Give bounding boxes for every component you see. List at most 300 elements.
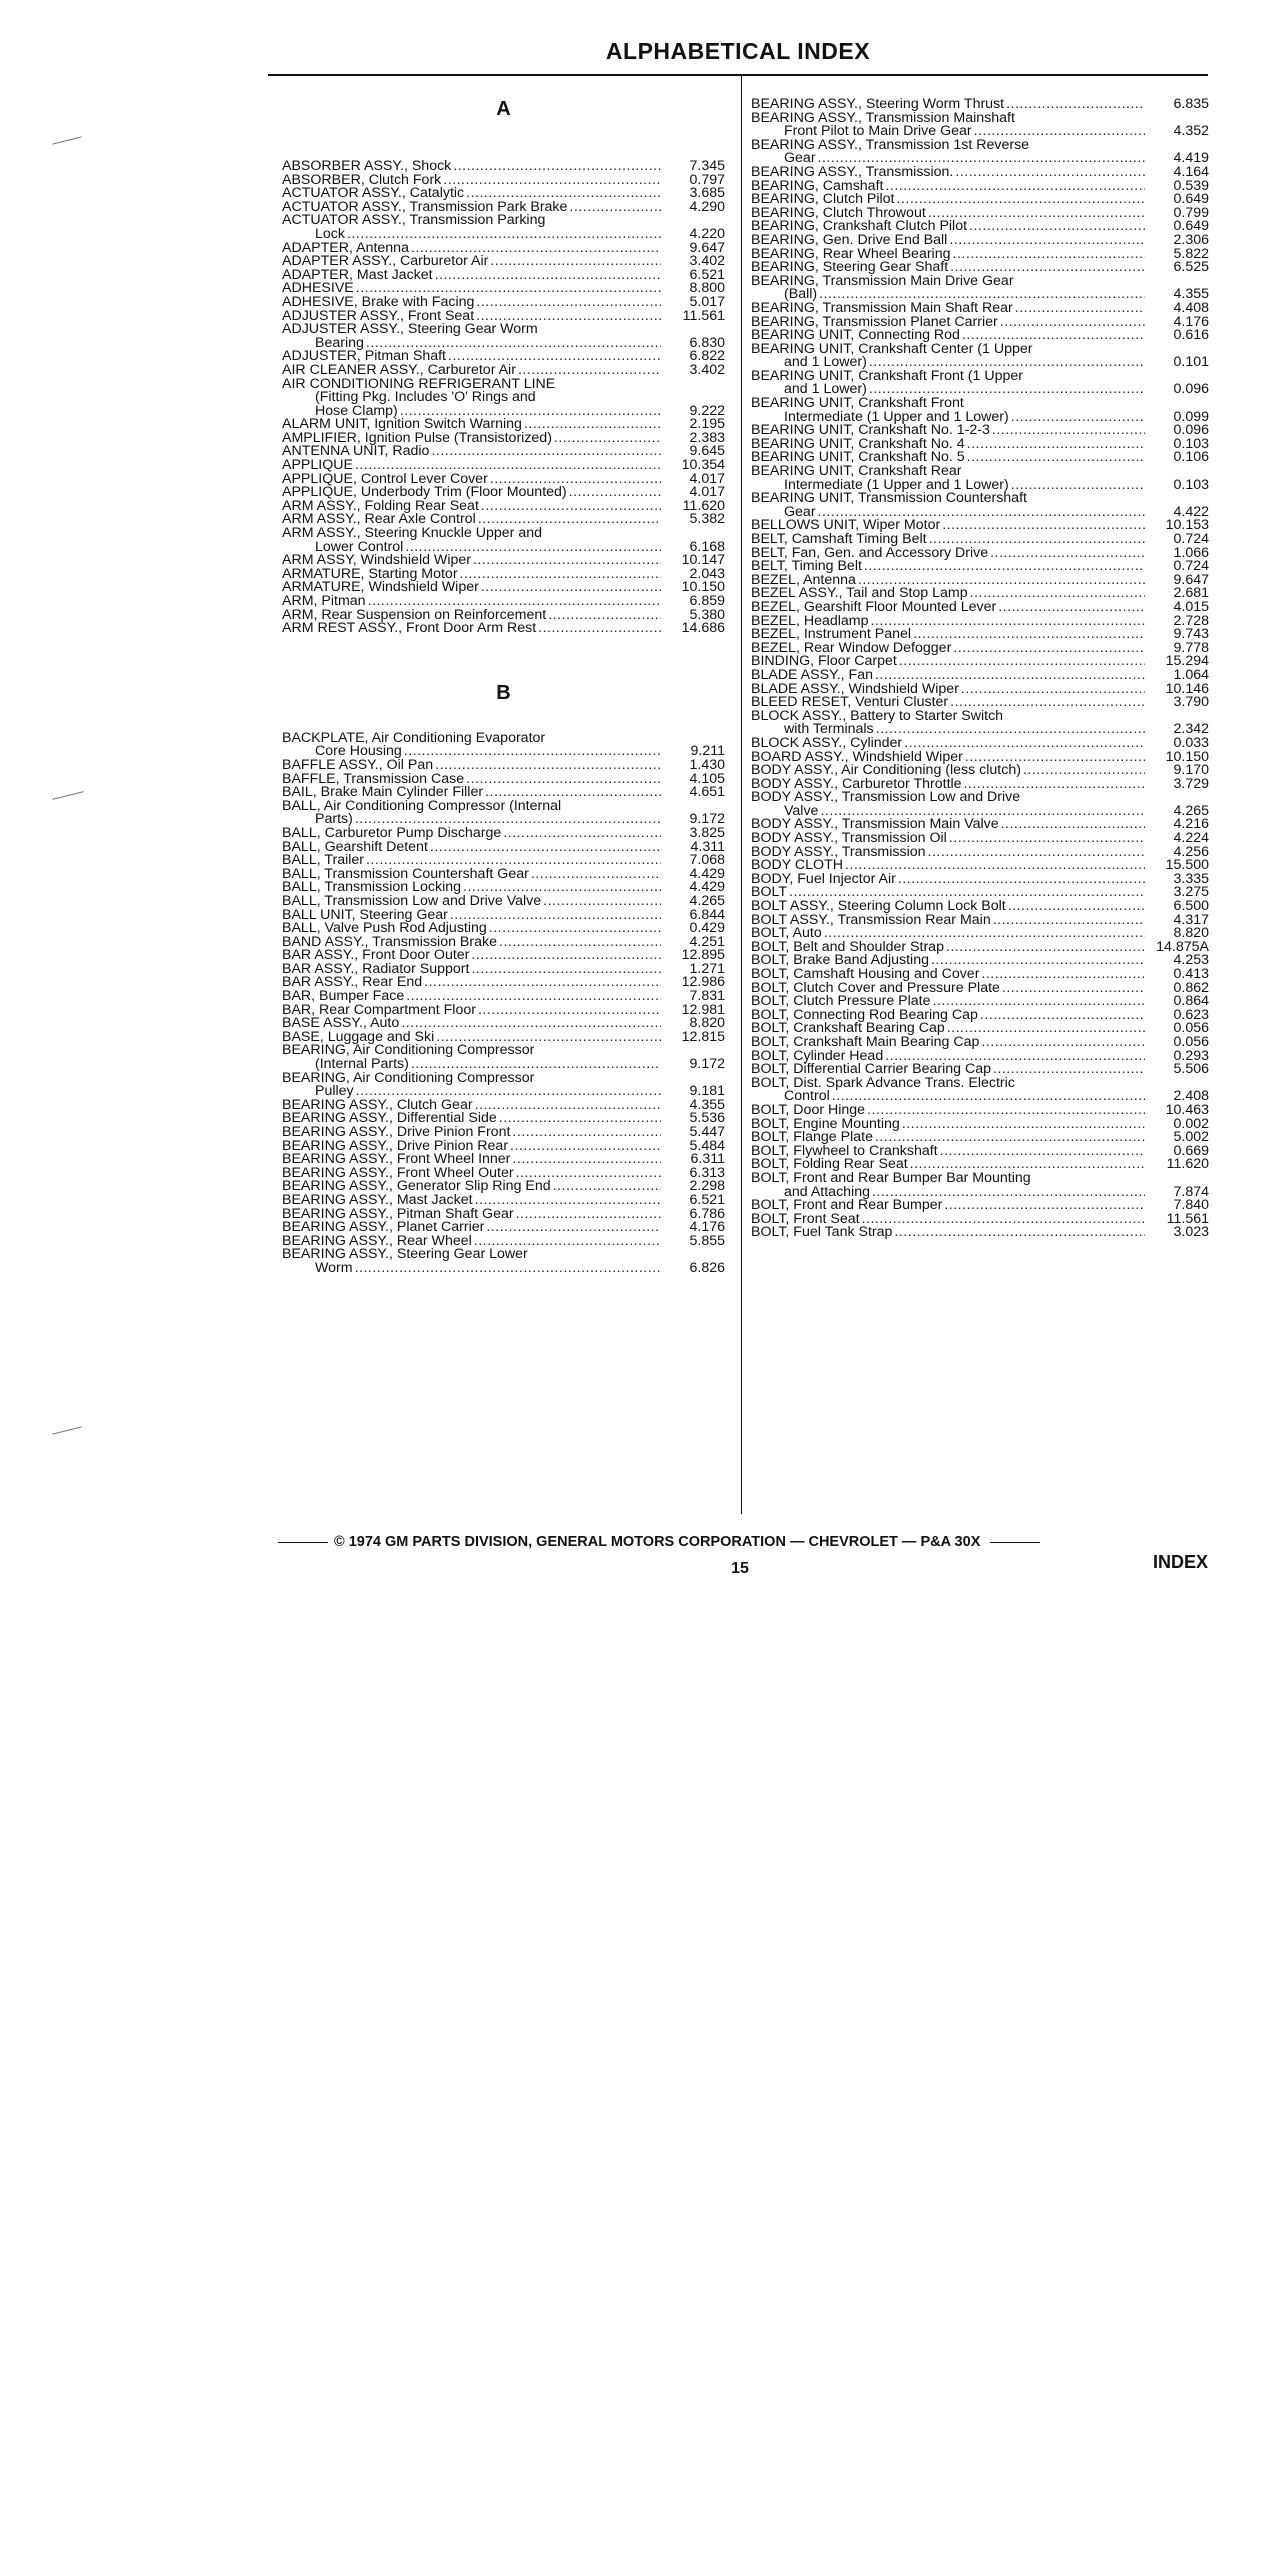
footer [278, 1534, 1208, 1550]
index-entry [751, 465, 1209, 492]
entry-reference-number: 7.831 [689, 988, 725, 1005]
entry-reference-number: 4.017 [689, 484, 725, 501]
entry-text: BAR, Bumper Face [282, 988, 405, 1005]
entry-line [751, 1226, 1209, 1240]
dot-leader [471, 963, 661, 977]
entry-reference-number: 7.874 [1173, 1183, 1209, 1200]
entry-reference-number: 4.216 [1173, 816, 1209, 833]
entry-reference-number: 4.176 [689, 1219, 725, 1236]
entry-reference-number: 4.429 [689, 879, 725, 896]
entry-reference-number: 5.447 [689, 1124, 725, 1140]
entry-text: BEARING ASSY., Front Wheel Outer [282, 1164, 514, 1181]
entry-text: BOLT, Brake Band Adjusting [751, 952, 929, 969]
dot-leader [993, 1063, 1145, 1077]
entry-reference-number: 0.724 [1173, 531, 1209, 547]
entry-reference-number: 12.986 [681, 974, 725, 991]
index-entry [751, 707, 1209, 738]
index-entry [751, 1169, 1209, 1200]
entry-reference-number: 11.620 [682, 497, 725, 514]
index-entry [751, 109, 1209, 140]
entry-reference-number: 14.686 [681, 620, 725, 637]
entry-text: BEARING, Crankshaft Clutch Pilot [751, 218, 968, 235]
entry-text: BAR ASSY., Rear End [282, 974, 423, 991]
entry-reference-number: 4.290 [689, 198, 725, 215]
entry-text: BEARING UNIT, Connecting Rod [751, 327, 960, 344]
entry-text: BOLT, Dist. Spark Advance Trans. Electric [751, 1074, 1015, 1091]
entry-reference-number: 5.484 [689, 1137, 725, 1154]
entry-text: ACTUATOR ASSY., Transmission Park Brake [282, 198, 568, 215]
entry-reference-number: 4.164 [1173, 163, 1209, 180]
entry-text: and 1 Lower) [784, 381, 867, 398]
entry-reference-number: 6.826 [689, 1259, 725, 1276]
entry-text: BEARING, Air Conditioning Compressor [282, 1069, 535, 1086]
entry-text: BOLT, Front and Rear Bumper Bar Mounting [751, 1169, 1031, 1186]
index-list-b [282, 729, 725, 1276]
entry-text: APPLIQUE, Underbody Trim (Floor Mounted) [282, 484, 567, 501]
entry-reference-number: 0.056 [1173, 1020, 1209, 1037]
entry-text: ARM ASSY., Rear Axle Control [282, 511, 476, 528]
entry-text: BEZEL, Headlamp [751, 612, 869, 629]
entry-reference-number: 5.822 [1173, 245, 1209, 262]
copyright-notice: © 1974 GM PARTS DIVISION, GENERAL MOTORS CORPORATION — CHEVROLET — P&A 30X [334, 1534, 981, 1550]
dot-leader [499, 936, 661, 950]
entry-text: BODY ASSY., Transmission Oil [751, 830, 947, 847]
entry-reference-number: 9.172 [689, 1056, 725, 1073]
page-number: 15 [731, 1560, 749, 1577]
entry-text: BEZEL, Gearshift Floor Mounted Lever [751, 598, 997, 615]
entry-text: BEARING ASSY., Transmission. [751, 163, 954, 180]
entry-text: BALL, Gearshift Detent [282, 838, 428, 855]
entry-text: AIR CLEANER ASSY., Carburetor Air [282, 361, 516, 378]
dot-leader [460, 568, 661, 582]
dot-leader [476, 296, 661, 310]
dot-leader [471, 949, 661, 963]
entry-text: BODY ASSY., Transmission [751, 843, 926, 860]
entry-text: ARM REST ASSY., Front Door Arm Rest [282, 620, 537, 637]
entry-text: BEARING UNIT, Crankshaft No. 1-2-3 [751, 422, 990, 439]
dot-leader [554, 432, 661, 446]
entry-text: ANTENNA UNIT, Radio [282, 443, 430, 460]
entry-reference-number: 9.170 [1173, 762, 1209, 779]
dot-leader [885, 180, 1145, 194]
entry-reference-number: 15.294 [1165, 653, 1209, 670]
entry-reference-number: 0.056 [1173, 1033, 1209, 1050]
entry-text: BOARD ASSY., Windshield Wiper [751, 748, 963, 765]
entry-text: Worm [315, 1259, 353, 1276]
dot-leader [481, 500, 661, 514]
entry-text: BOLT, Crankshaft Main Bearing Cap [751, 1033, 980, 1050]
entry-reference-number: 3.335 [1173, 870, 1209, 887]
entry-reference-number: 0.862 [1173, 979, 1209, 996]
entry-reference-number: 1.430 [689, 756, 725, 773]
entry-text: BALL, Transmission Countershaft Gear [282, 865, 529, 882]
entry-text: BOLT, Crankshaft Bearing Cap [751, 1020, 945, 1037]
dot-leader [355, 1262, 661, 1276]
entry-text: BODY, Fuel Injector Air [751, 870, 896, 887]
entry-text: APPLIQUE [282, 457, 353, 474]
entry-reference-number: 0.669 [1173, 1142, 1209, 1159]
dot-leader [553, 1180, 661, 1194]
entry-text: AIR CONDITIONING REFRIGERANT LINE [282, 375, 556, 392]
dot-leader [430, 841, 661, 855]
entry-text: BOLT, Clutch Pressure Plate [751, 993, 931, 1010]
column-divider [741, 74, 742, 1514]
entry-text: BOLT, Folding Rear Seat [751, 1156, 908, 1173]
entry-text: BOLT, Belt and Shoulder Strap [751, 938, 944, 955]
entry-reference-number: 0.099 [1173, 408, 1209, 425]
entry-text: BOLT, Flange Plate [751, 1129, 873, 1146]
index-entry [282, 797, 725, 828]
entry-text: BOLT, Flywheel to Crankshaft [751, 1142, 938, 1159]
entry-text: BOLT, Front Seat [751, 1210, 860, 1227]
entry-line [282, 622, 725, 636]
dot-leader [481, 581, 661, 595]
entry-text: BLADE ASSY., Fan [751, 666, 873, 683]
entry-text: BODY CLOTH [751, 857, 843, 874]
entry-text: BACKPLATE, Air Conditioning Evaporator [282, 729, 546, 746]
entry-line [751, 492, 1209, 506]
entry-reference-number: 0.797 [689, 171, 725, 188]
entry-reference-number: 0.103 [1173, 435, 1209, 452]
entry-text: BEARING UNIT, Crankshaft Front [751, 395, 964, 412]
entry-text: BEARING, Air Conditioning Compressor [282, 1042, 535, 1059]
dot-leader [443, 174, 661, 188]
entry-continuation-line [282, 1259, 725, 1276]
dot-leader [981, 1036, 1145, 1050]
entry-text: BLOCK ASSY., Battery to Starter Switch [751, 707, 1004, 724]
dot-leader [949, 832, 1145, 846]
dot-leader [543, 895, 661, 909]
dot-leader [435, 269, 661, 283]
entry-reference-number: 4.355 [1173, 286, 1209, 303]
entry-reference-number: 6.859 [689, 593, 725, 609]
entry-text: BEARING ASSY., Clutch Gear [282, 1096, 473, 1113]
entry-text: and Attaching [784, 1183, 870, 1200]
entry-reference-number: 5.536 [689, 1110, 725, 1127]
dot-leader [499, 1112, 661, 1126]
entry-reference-number: 4.352 [1173, 123, 1209, 140]
left-column [282, 96, 725, 1276]
dot-leader [864, 560, 1145, 574]
entry-reference-number: 10.153 [1165, 517, 1209, 534]
dot-leader [928, 846, 1145, 860]
entry-text: ADHESIVE [282, 280, 354, 297]
entry-text: BASE ASSY., Auto [282, 1015, 400, 1032]
index-entry [751, 870, 1209, 887]
entry-reference-number: 8.820 [1173, 925, 1209, 942]
entry-text: Bearing [315, 334, 364, 351]
entry-text: ADJUSTER ASSY., Steering Gear Worm [282, 321, 538, 338]
entry-reference-number: 4.651 [689, 784, 725, 801]
entry-reference-number: 10.354 [681, 457, 725, 474]
entry-text: BEZEL, Rear Window Defogger [751, 639, 952, 656]
dot-leader [832, 1090, 1145, 1104]
entry-reference-number: 3.729 [1173, 775, 1209, 792]
entry-reference-number: 4.224 [1173, 830, 1209, 847]
dot-leader [993, 914, 1145, 928]
entry-reference-number: 9.645 [689, 443, 725, 460]
entry-reference-number: 4.256 [1173, 843, 1209, 860]
index-entry [751, 1226, 1209, 1240]
dot-leader [473, 554, 661, 568]
entry-text: (Fitting Pkg. Includes 'O' Rings and [315, 389, 536, 406]
entry-reference-number: 2.043 [689, 565, 725, 582]
entry-text: BODY ASSY., Air Conditioning (less clutch) [751, 762, 1021, 779]
dot-leader [503, 827, 661, 841]
entry-reference-number: 6.786 [689, 1205, 725, 1222]
dot-leader [944, 1199, 1145, 1213]
dot-leader [867, 1104, 1145, 1118]
index-entry [751, 367, 1209, 398]
dot-leader [1023, 764, 1145, 778]
entry-text: BAR ASSY., Radiator Support [282, 960, 470, 977]
entry-text: ARM, Rear Suspension on Reinforcement [282, 606, 547, 623]
entry-text: BEARING, Steering Gear Shaft [751, 259, 949, 276]
entry-line [751, 272, 1209, 289]
dot-leader [424, 976, 661, 990]
section-letter-b: B [496, 681, 511, 704]
entry-reference-number: 6.525 [1173, 259, 1209, 276]
entry-text: ABSORBER, Clutch Fork [282, 171, 442, 188]
entry-text: BEZEL, Instrument Panel [751, 626, 912, 643]
dot-leader [953, 642, 1145, 656]
entry-reference-number: 0.864 [1173, 993, 1209, 1010]
entry-reference-number: 4.017 [689, 470, 725, 487]
entry-reference-number: 4.265 [1173, 802, 1209, 819]
entry-reference-number: 3.402 [689, 361, 725, 378]
entry-text: ARM ASSY, Windshield Wiper [282, 552, 471, 569]
footer-rule-right [990, 1542, 1040, 1543]
dot-leader [489, 922, 661, 936]
entry-text: BEARING, Transmission Planet Carrier [751, 313, 998, 330]
entry-reference-number: 6.844 [689, 906, 725, 923]
entry-text: BAND ASSY., Transmission Brake [282, 933, 497, 950]
entry-text: BALL UNIT, Steering Gear [282, 906, 448, 923]
entry-reference-number: 12.981 [681, 1001, 725, 1018]
dot-leader [1001, 818, 1145, 832]
entry-text: Lock [315, 225, 345, 242]
dot-leader [512, 1153, 661, 1167]
entry-text: (Ball) [784, 286, 818, 303]
footer-rule-left [278, 1542, 328, 1543]
dot-leader [1011, 411, 1145, 425]
entry-text: BEARING, Transmission Main Drive Gear [751, 272, 1014, 289]
entry-text: ALARM UNIT, Ignition Switch Warning [282, 416, 522, 433]
dot-leader [955, 166, 1145, 180]
entry-reference-number: 4.176 [1173, 313, 1209, 330]
dot-leader [401, 1017, 661, 1031]
index-list-right [751, 98, 1209, 1240]
dot-leader [548, 609, 661, 623]
section-letter-a: A [496, 98, 511, 120]
entry-reference-number: 1.064 [1173, 666, 1209, 683]
entry-reference-number: 10.150 [681, 579, 725, 596]
entry-text: Core Housing [315, 743, 402, 760]
entry-text: BELT, Fan, Gen. and Accessory Drive [751, 544, 989, 561]
entry-text: BEARING ASSY., Generator Slip Ring End [282, 1178, 551, 1195]
entry-reference-number: 9.647 [1173, 571, 1209, 588]
entry-reference-number: 4.015 [1173, 598, 1209, 615]
dot-leader [967, 451, 1145, 465]
entry-reference-number: 4.355 [689, 1096, 725, 1113]
dot-leader [871, 615, 1146, 629]
entry-reference-number: 1.066 [1173, 544, 1209, 561]
dot-leader [967, 438, 1145, 452]
entry-reference-number: 0.724 [1173, 558, 1209, 575]
page-title: ALPHABETICAL INDEX [605, 38, 871, 64]
dot-leader [453, 160, 661, 174]
entry-text: BOLT ASSY., Steering Column Lock Bolt [751, 898, 1006, 915]
entry-reference-number: 0.429 [689, 920, 725, 937]
entry-text: ADAPTER, Mast Jacket [282, 266, 433, 283]
entry-text: ACTUATOR ASSY., Transmission Parking [282, 212, 546, 229]
index-entry [751, 272, 1209, 303]
entry-text: BEARING ASSY., Front Wheel Inner [282, 1151, 511, 1168]
dot-leader [1015, 302, 1145, 316]
index-entry [751, 1074, 1209, 1105]
entry-reference-number: 10.146 [1165, 680, 1209, 697]
entry-text: BEARING ASSY., Transmission 1st Reverse [751, 136, 1030, 153]
margin-mark [52, 136, 81, 144]
entry-text: BOLT, Fuel Tank Strap [751, 1224, 893, 1241]
entry-text: BALL, Transmission Low and Drive Valve [282, 892, 542, 909]
entry-text: BAIL, Brake Main Cylinder Filler [282, 784, 484, 801]
entry-reference-number: 10.147 [681, 552, 725, 569]
entry-reference-number: 2.298 [689, 1178, 725, 1195]
entry-text: BLEED RESET, Venturi Cluster [751, 694, 949, 711]
entry-text: BEARING UNIT, Crankshaft Center (1 Upper [751, 340, 1033, 357]
entry-text: Intermediate (1 Upper and 1 Lower) [784, 408, 1009, 425]
entry-reference-number: 9.743 [1173, 626, 1209, 643]
entry-text: Gear [784, 503, 816, 520]
entry-text: Control [784, 1088, 830, 1105]
entry-text: BAFFLE, Transmission Case [282, 770, 465, 787]
entry-reference-number: 1.271 [689, 960, 725, 977]
entry-text: BOLT, Auto [751, 925, 822, 942]
entry-reference-number: 0.649 [1173, 218, 1209, 235]
entry-text: with Terminals [784, 721, 874, 738]
dot-leader [510, 1140, 661, 1154]
entry-reference-number: 4.251 [689, 933, 725, 950]
entry-text: ARM ASSY., Steering Knuckle Upper and [282, 525, 542, 542]
entry-reference-number: 4.419 [1173, 150, 1209, 167]
header-rule [268, 74, 1208, 76]
entry-line [751, 136, 1209, 153]
entry-text: BEZEL, Antenna [751, 571, 856, 588]
dot-leader [992, 424, 1145, 438]
dot-leader [1011, 479, 1145, 493]
index-entry [282, 1044, 725, 1071]
entry-reference-number: 5.380 [689, 606, 725, 623]
dot-leader [512, 1126, 661, 1140]
entry-reference-number: 2.408 [1173, 1088, 1209, 1105]
entry-text: ADAPTER ASSY., Carburetor Air [282, 253, 489, 270]
entry-reference-number: 4.220 [689, 225, 725, 242]
entry-reference-number: 6.830 [689, 334, 725, 351]
entry-text: BAR ASSY., Front Door Outer [282, 947, 470, 964]
entry-reference-number: 4.429 [689, 865, 725, 882]
entry-reference-number: 4.105 [689, 770, 725, 787]
index-entry [751, 791, 1209, 818]
dot-leader [899, 655, 1145, 669]
entry-line [282, 214, 725, 228]
entry-text: BEARING ASSY., Planet Carrier [282, 1219, 485, 1236]
entry-reference-number: 7.068 [689, 852, 725, 869]
entry-text: ADJUSTER ASSY., Front Seat [282, 307, 475, 324]
index-entry [751, 397, 1209, 424]
entry-text: BOLT, Camshaft Housing and Cover [751, 966, 980, 982]
dot-leader [1008, 900, 1145, 914]
dot-leader [569, 201, 661, 215]
entry-reference-number: 9.181 [689, 1083, 725, 1100]
index-entry [282, 622, 725, 636]
dot-leader [961, 683, 1145, 697]
entry-reference-number: 6.500 [1173, 898, 1209, 915]
dot-leader [980, 1009, 1145, 1023]
entry-reference-number: 3.402 [689, 253, 725, 270]
entry-reference-number: 2.306 [1173, 231, 1209, 248]
entry-text: APPLIQUE, Control Lever Cover [282, 470, 488, 487]
dot-leader [998, 601, 1145, 615]
entry-reference-number: 3.685 [689, 185, 725, 202]
entry-text: BODY ASSY., Carburetor Throttle [751, 775, 962, 792]
entry-text: BEARING UNIT, Crankshaft No. 5 [751, 449, 965, 466]
dot-leader [940, 1145, 1145, 1159]
index-entry [751, 492, 1209, 519]
entry-reference-number: 7.840 [1173, 1197, 1209, 1214]
entry-reference-number: 4.311 [690, 838, 725, 855]
entry-text: ARM ASSY., Folding Rear Seat [282, 497, 479, 514]
entry-reference-number: 0.101 [1173, 354, 1209, 371]
entry-text: BEARING, Camshaft [751, 177, 884, 194]
entry-reference-number: 4.408 [1173, 299, 1209, 316]
dot-leader [953, 248, 1146, 262]
dot-leader [1002, 982, 1145, 996]
entry-text: Lower Control [315, 538, 404, 555]
entry-text: BEARING ASSY., Pitman Shaft Gear [282, 1205, 514, 1222]
entry-text: BEARING UNIT, Crankshaft No. 4 [751, 435, 965, 452]
entry-reference-number: 4.422 [1173, 503, 1209, 520]
entry-text: BAFFLE ASSY., Oil Pan [282, 756, 434, 773]
entry-text: ABSORBER ASSY., Shock [282, 158, 452, 174]
entry-text: BODY ASSY., Transmission Main Valve [751, 816, 999, 833]
dot-leader [894, 1226, 1145, 1240]
entry-reference-number: 9.778 [1173, 639, 1209, 656]
entry-reference-number: 3.275 [1173, 884, 1209, 901]
entry-text: ARM, Pitman [282, 593, 366, 609]
entry-text: BOLT, Clutch Cover and Pressure Plate [751, 979, 1000, 996]
entry-text: Gear [784, 150, 816, 167]
entry-text: BEARING UNIT, Transmission Countershaft [751, 490, 1027, 507]
dot-leader [902, 1118, 1145, 1132]
entry-text: Intermediate (1 Upper and 1 Lower) [784, 476, 1009, 493]
entry-text: BALL, Trailer [282, 852, 365, 869]
entry-reference-number: 0.033 [1173, 734, 1209, 751]
dot-leader [569, 486, 661, 500]
entry-text: BLADE ASSY., Windshield Wiper [751, 680, 959, 697]
entry-text: BOLT, Differential Carrier Bearing Cap [751, 1061, 991, 1078]
entry-reference-number: 9.647 [689, 239, 725, 256]
dot-leader [897, 193, 1146, 207]
entry-text: BOLT, Front and Rear Bumper [751, 1197, 943, 1214]
index-entry [282, 1069, 725, 1100]
index-entry [282, 527, 725, 554]
entry-text: BALL, Transmission Locking [282, 879, 462, 896]
entry-text: Hose Clamp) [315, 402, 398, 419]
entry-reference-number: 9.222 [689, 402, 725, 419]
entry-text: BEARING, Rear Wheel Bearing [751, 245, 951, 262]
entry-reference-number: 0.002 [1173, 1115, 1209, 1132]
